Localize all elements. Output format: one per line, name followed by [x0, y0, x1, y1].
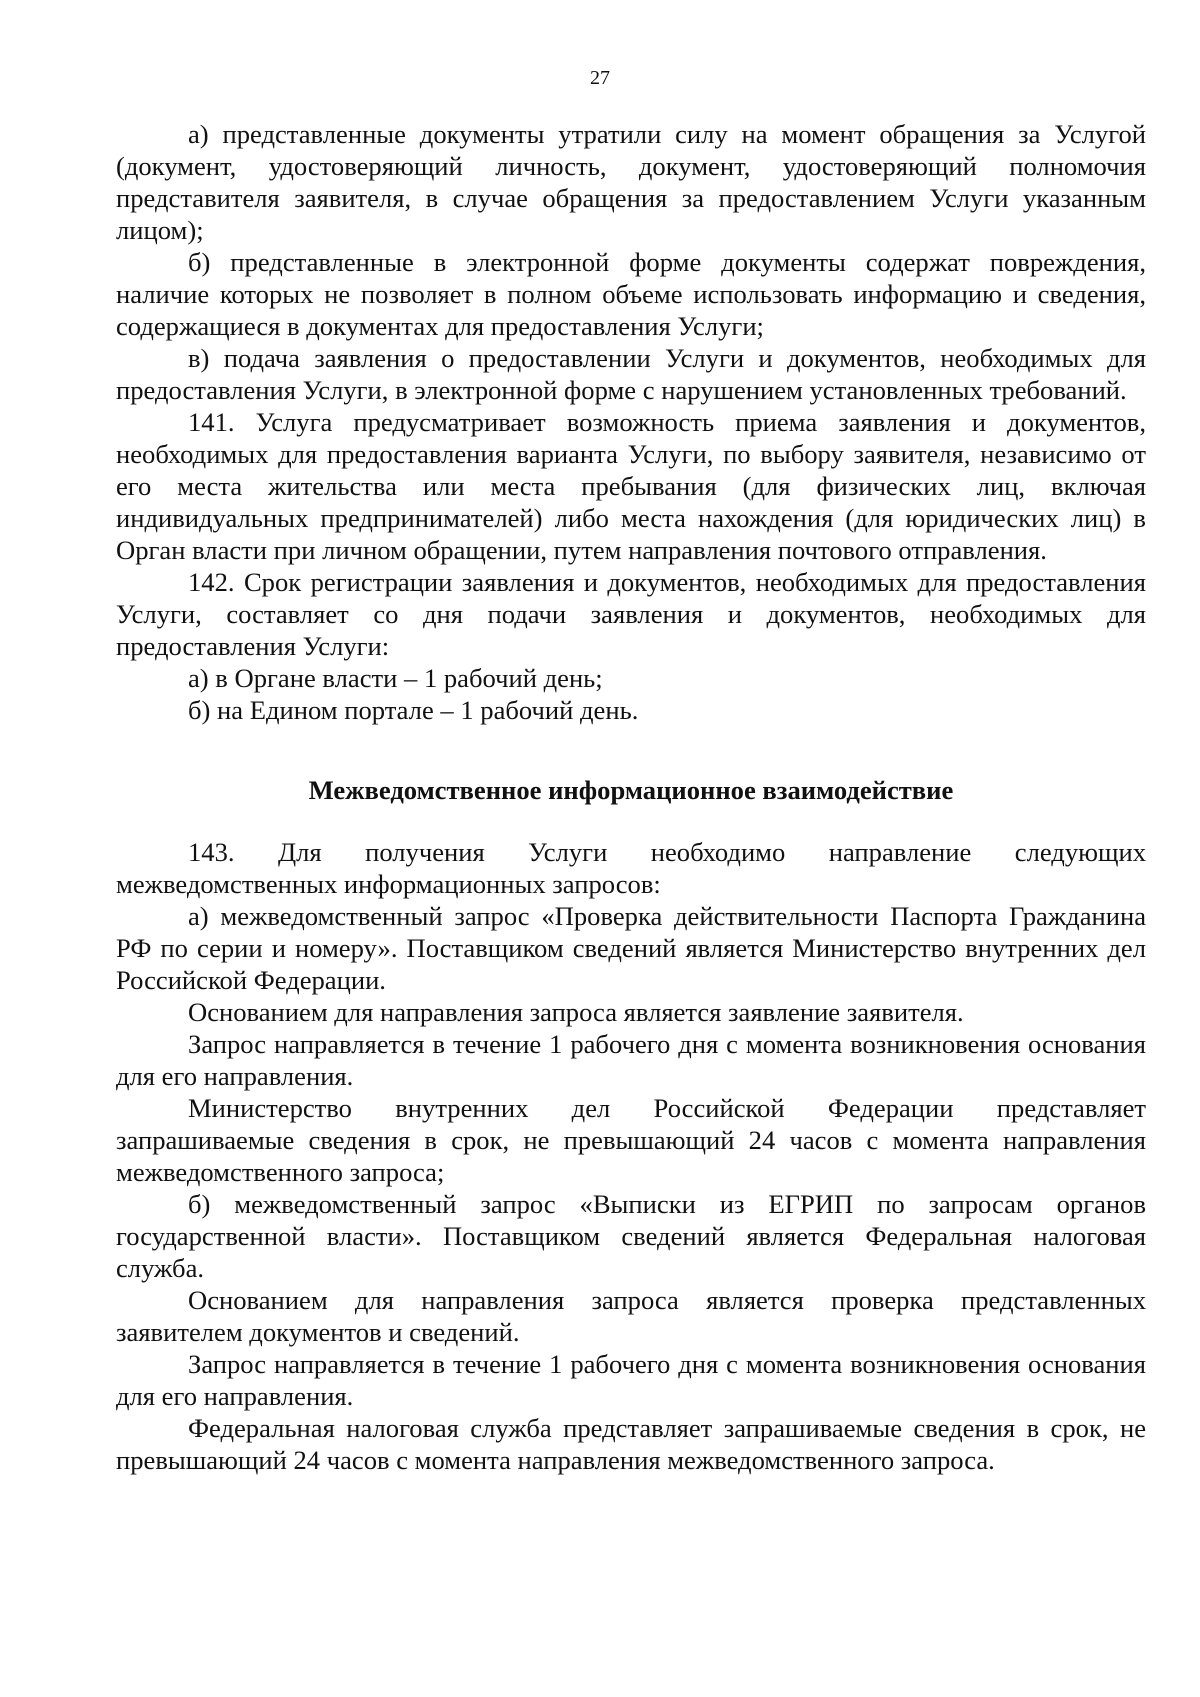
paragraph-request-timing-1: Запрос направляется в течение 1 рабочего дня с момента возникновения основания для его направления.	[116, 1029, 1146, 1091]
paragraph-request-basis-application: Основанием для направления запроса является заявление заявителя.	[188, 997, 964, 1027]
paragraph-item-b-damaged-documents: б) представленные в электронной форме документы содержат повреждения, наличие которых не позволяет в полном объеме использовать информацию и сведения, содержащиеся в документах для предоставления Услуги;	[116, 247, 1146, 341]
paragraph-item-v-submission-violation: в) подача заявления о предоставлении Услуги и документов, необходимых для предоставления Услуги, в электронной форме с нарушением установленных требований.	[116, 343, 1146, 405]
section-heading: Межведомственное информационное взаимодействие	[308, 775, 954, 805]
paragraph-mvd-response: Министерство внутренних дел Российской Федерации представляет запрашиваемые сведения в срок, не превышающий 24 часов с момента направления межведомственного запроса;	[116, 1093, 1146, 1187]
document-body	[116, 118, 1146, 1476]
paragraph-142-item-a: а) в Органе власти – 1 рабочий день;	[188, 663, 603, 693]
page-number: 27	[590, 67, 610, 89]
paragraph-request-basis-verification: Основанием для направления запроса является проверка представленных заявителем документов и сведений.	[116, 1285, 1146, 1347]
paragraph-143-item-a-passport-check: а) межведомственный запрос «Проверка действительности Паспорта Гражданина РФ по серии и номеру». Поставщиком сведений является Министерство внутренних дел Российской Федерации.	[116, 901, 1146, 995]
paragraph-143-requests: 143. Для получения Услуги необходимо направление следующих межведомственных информационных запросов:	[116, 837, 1146, 899]
paragraph-143-item-b-egrip: б) межведомственный запрос «Выписки из ЕГРИП по запросам органов государственной власти». Поставщиком сведений является Федеральная налоговая служба.	[116, 1189, 1146, 1283]
paragraph-141-acceptance: 141. Услуга предусматривает возможность приема заявления и документов, необходимых для предоставления варианта Услуги, по выбору заявителя, независимо от его места жительства или места пребывания (для физических лиц, включая индивидуальных предпринимателей) либо места нахождения (для юридических лиц) в Орган власти при личном обращении, путем направления почтового отправления.	[116, 407, 1146, 565]
paragraph-request-timing-2: Запрос направляется в течение 1 рабочего дня с момента возникновения основания для его направления.	[116, 1349, 1146, 1411]
paragraph-142-item-b: б) на Едином портале – 1 рабочий день.	[188, 695, 639, 725]
paragraph-142-registration-term: 142. Срок регистрации заявления и документов, необходимых для предоставления Услуги, составляет со дня подачи заявления и документов, необходимых для предоставления Услуги:	[116, 567, 1146, 661]
paragraph-item-a-documents-expired: а) представленные документы утратили силу на момент обращения за Услугой (документ, удостоверяющий личность, документ, удостоверяющий полномочия представителя заявителя, в случае обращения за предоставлением Услуги указанным лицом);	[116, 119, 1146, 245]
paragraph-fns-response: Федеральная налоговая служба представляет запрашиваемые сведения в срок, не превышающий 24 часов с момента направления межведомственного запроса.	[116, 1413, 1146, 1475]
